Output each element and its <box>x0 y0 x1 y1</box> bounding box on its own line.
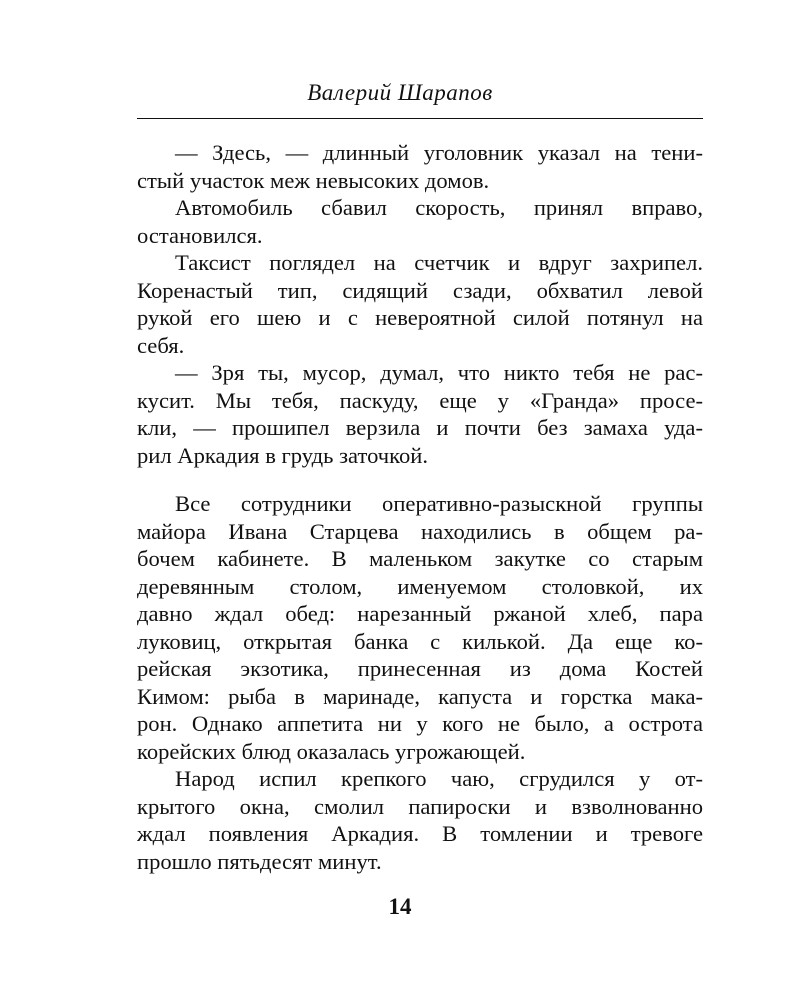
paragraph <box>137 194 703 249</box>
header-rule <box>137 118 703 119</box>
text-line: ждал появления Аркадия. В томлении и тревоге <box>137 821 703 846</box>
text-line: остановился. <box>137 222 263 248</box>
text-line: кусит. Мы тебя, паскуду, еще у «Гранда» просе- <box>137 387 703 413</box>
text-line: себя. <box>137 332 185 358</box>
text-section <box>137 139 703 469</box>
paragraph <box>137 765 703 875</box>
text-line: деревянным столом, именуемом столовкой, их <box>137 573 703 599</box>
text-line: корейских блюд оказалась угрожающей. <box>137 738 526 764</box>
text-line: майора Ивана Старцева находились в общем ра- <box>137 518 703 544</box>
text-line: Таксист поглядел на счетчик и вдруг захрипел. <box>175 250 703 275</box>
text-section <box>137 490 703 875</box>
text-line: прошло пятьдесят минут. <box>137 848 382 874</box>
text-line: кли, — прошипел верзила и почти без замаха уда- <box>137 415 703 440</box>
text-line: — Зря ты, мусор, думал, что никто тебя не рас- <box>175 360 703 385</box>
paragraph <box>137 359 703 469</box>
paragraph <box>137 249 703 359</box>
page-number: 14 <box>388 894 412 919</box>
text-line: рейская экзотика, принесенная из дома Костей <box>137 656 703 681</box>
text-line: луковиц, открытая банка с килькой. Да еще ко- <box>137 628 703 654</box>
text-line: рил Аркадия в грудь заточкой. <box>137 442 429 468</box>
text-line: рукой его шею и с невероятной силой потянул на <box>137 305 703 330</box>
text-line: Коренастый тип, сидящий сзади, обхватил левой <box>137 277 703 303</box>
text-line: стый участок меж невысоких домов. <box>137 167 490 193</box>
text-line: давно ждал обед: нарезанный ржаной хлеб, пара <box>137 601 703 626</box>
running-head-author: Валерий Шарапов <box>307 80 493 105</box>
text-line: Народ испил крепкого чаю, сгрудился у от- <box>175 766 703 791</box>
text-line: крытого окна, смолил папироски и взволнованно <box>137 793 703 819</box>
text-line: Кимом: рыба в маринаде, капуста и горстка мака- <box>137 683 703 709</box>
text-line: рон. Однако аппетита ни у кого не было, а острота <box>137 711 703 736</box>
paragraph <box>137 139 703 194</box>
text-line: Автомобиль сбавил скорость, принял вправо, <box>175 195 703 220</box>
text-line: Все сотрудники оперативно-разыскной группы <box>175 491 703 516</box>
paragraph <box>137 490 703 765</box>
text-line: — Здесь, — длинный уголовник указал на тени- <box>175 140 703 165</box>
text-line: бочем кабинете. В маленьком закутке со старым <box>137 546 703 571</box>
